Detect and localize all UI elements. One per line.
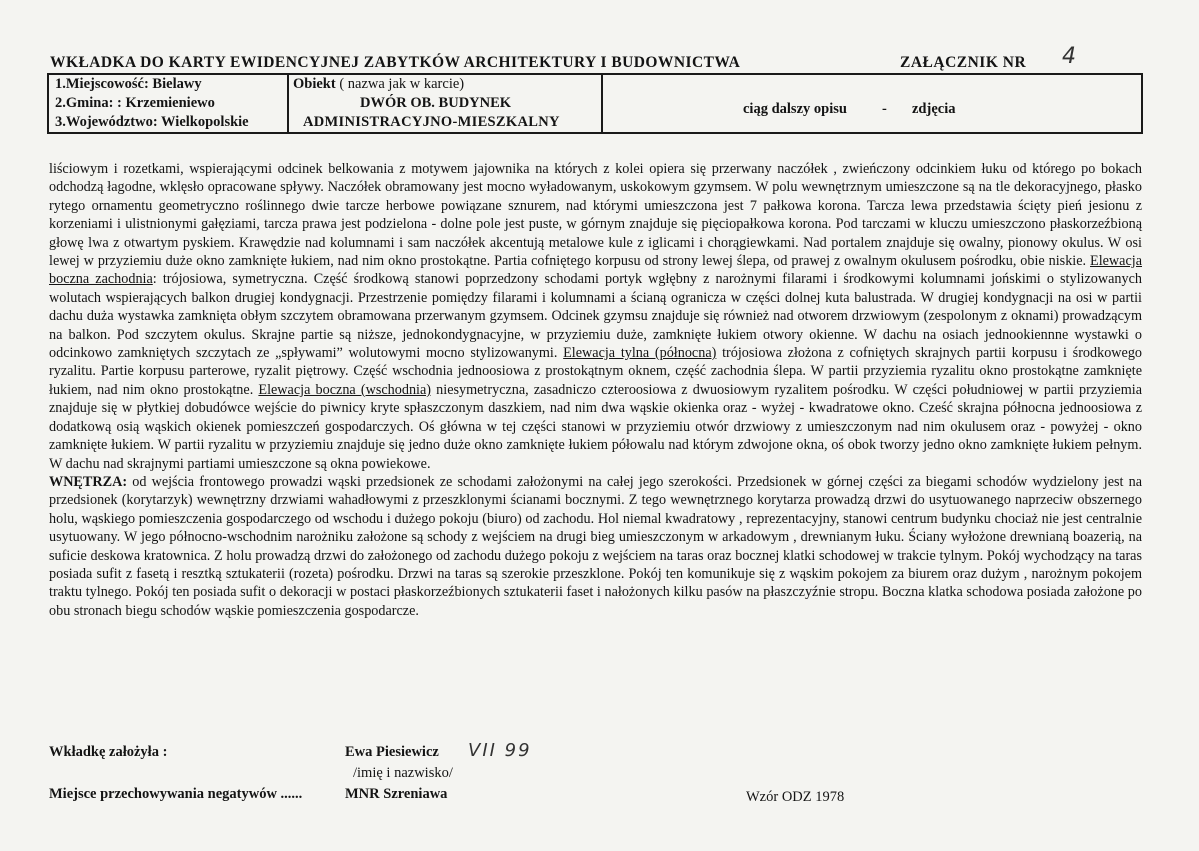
card-title: WKŁADKA DO KARTY EWIDENCYJNEJ ZABYTKÓW ARCHITEKTURY I BUDOWNICTWA	[50, 54, 741, 71]
continuation-desc: ciąg dalszy opisu	[743, 101, 847, 117]
annex-number: 4	[1062, 44, 1076, 69]
annex-label: ZAŁĄCZNIK NR	[900, 54, 1027, 71]
name-caption: /imię i nazwisko/	[353, 765, 453, 781]
author-date: VII 99	[468, 740, 532, 761]
heading-side-east: Elewacja boczna (wschodnia)	[258, 381, 431, 398]
interior-heading: WNĘTRZA:	[49, 473, 128, 490]
table-top-border	[47, 73, 1143, 75]
description-part-d: niesymetryczna, zasadniczo czteroosiowa z dwuosiowym ryzalitem pośrodku. W części południowej w partii przyziemia znajduje się w płytkiej dobudówce wejście do piwnicy kryte spłaszczonym daszkiem, nad nim dwa wąskie okienka oraz - wyżej - kwadratowe okno. Cześć skrajna północna jednoosiowa z dodatkową osią wąskich okienek pomieszczeń gospodarczych. Oś główna w tej części stanowi w przyziemiu otwór drzwiowy z umieszczonym nad nim okulusem oraz - powyżej - okno zamknięte łukiem. W partii ryzalitu w przyziemiu znajduje się jedno duże okno zamknięte łukiem półowalu nad którym zdwojone okna, oś obok tworzy jedno okno zamknięte łukiem pełnym. W dachu nad skrajnymi partiami umieszczone są okna powiekowe.	[49, 381, 1142, 472]
description-part-c: trójosiowa złożona z cofniętych skrajnych partii korpusu i środkowego ryzalitu. Partie korpusu parterowe, ryzalit piętrowy. Część wschodnia jednoosiowa z prostokątnym oknem, część zachodnia ślepa. W partii przyziemia ryzalitu okno prostokątne zamknięte łukiem, nad nim okno prostokątne.	[49, 345, 1143, 398]
interior-paragraph	[49, 473, 1142, 620]
table-divider-1	[287, 73, 289, 134]
object-label-line	[293, 76, 464, 93]
description-body	[49, 160, 1142, 620]
description-part-b: : trójosiowa, symetryczna. Część środkową stanowi poprzedzony schodami portyk wgłębny z narożnymi filarami i środkowymi kolumnami jońskimi o stylizowanych wolutach wspierających balkon drugiej kondygnacji. Przestrzenie pomiędzy filarami i kolumnami a ścianą ogranicza w części dolnej kuta balustrada. W drugiej kondygnacji na osi w partii dachu duża wystawka zamknięta obłym szczytem obramowana przerwanym gzymsem. Odcinek gzymsu znajduje się również nad otworem drzwiowym (zespolonym z oknami) prowadzącym na balkon. Pod szczytem okulus. Skrajne partie są niższe, jednokondygnacyjne, w przyziemiu duże, zamknięte łukiem otwory okienne. W dachu na osiach jednookiennne wystawki o odcinkowo zamkniętych szczytach ze „spływami” wolutowymi mocno stylizowanymi.	[49, 271, 1142, 362]
location-place: 1.Miejscowość: Bielawy	[55, 76, 202, 92]
heading-side-west: Elewacja boczna zachodnia	[49, 253, 1143, 288]
negatives-storage-label: Miejsce przechowywania negatywów ......	[49, 786, 303, 802]
table-bottom-border	[47, 132, 1143, 134]
author-name: Ewa Piesiewicz	[345, 744, 439, 760]
heading-rear-north: Elewacja tylna (północna)	[563, 345, 717, 362]
form-pattern: Wzór ODZ 1978	[746, 789, 845, 805]
description-part-a: liściowym i rozetkami, wspierającymi odcinek belkowania z motywem jajownika na których z kolei opiera się przerwany naczółek , zwieńczony odcinkiem łuku od którego po bokach odchodzą łagodne, wklęsło opracowane spływy. Naczółek obramowany jest mocno wyładowanym, uskokowym gzymsem. W polu wewnętrznym umieszczone są na tle dekoracyjnego, płasko rytego ornamentu geometryczno roślinnego dwie tarcze herbowe powiązane sznurem, nad którymi umieszczona jest 7 pałkowa korona. Tarcza lewa przedstawia ścięty pień jesionu z korzeniami i ulistnionymi gałęziami, tarcza prawa jest podzielona - dolne pole jest puste, w górnym znajduje się pięciopałkowa korona. Pod tarczami w kluczu umieszczono płaskorzeźbioną głowę lwa z otwartym pyskiem. Krawędzie nad kolumnami i sam naczółek akcentują metalowe kule z iglicami i chorągiewkami. Nad portalem znajduje się owalny, pionowy okulus. W osi lewej w przyziemiu duże okno zamknięte łukiem, nad nim okno prostokątne. Partia cofniętego korpusu od strony lewej ślepa, od prawej z owalnym okulusem pośrodku, obie niskie.	[49, 161, 1142, 270]
object-label-note: ( nazwa jak w karcie)	[339, 76, 465, 92]
object-name-line-2: ADMINISTRACYJNO-MIESZKALNY	[303, 114, 560, 130]
created-by-label: Wkładkę założyła :	[49, 744, 168, 760]
location-voivodeship: 3.Województwo: Wielkopolskie	[55, 114, 249, 130]
table-divider-2	[601, 73, 603, 134]
table-right-border	[1141, 73, 1143, 134]
object-name-line-1: DWÓR OB. BUDYNEK	[360, 95, 512, 111]
interior-text: od wejścia frontowego prowadzi wąski przedsionek ze schodami założonymi na całej jego szerokości. Przedsionek w górnej części za biegami schodów wydzielony jest na przedsionek (korytarzyk) wewnętrzny drzwiami wahadłowymi z przeszklonymi ścianami bocznymi. Z tego wewnętrznego korytarza prowadzą drzwi do usytuowanego naprzeciw obszernego holu, wąskiego pomieszczenia gospodarczego od wschodu i dużego pokoju (biuro) od zachodu. Hol niemal kwadratowy , reprezentacyjny, stanowi centrum budynku chociaż nie jest centralnie usytuowany. W jego północno-wschodnim narożniku założone są schody z wejściem na drugi bieg umieszczonym w arkadowym , drewnianym łuku. Ściany wyłożone drewnianą boazerią, na suficie deskowa kratownica. Z holu prowadzą drzwi do założonego od zachodu dużego pokoju z wejściem na taras oraz bocznej klatki schodowej w trakcie tylnym. Pokój wychodzący na taras posiada sufit z fasetą i resztką sztukaterii (rozeta) pośrodku. Drzwi na taras są szerokie przeszklone. Pokój ten komunikuje się z wąskim pokojem za biurem oraz dużym , narożnym pokojem traktu tylnego. Pokój ten posiada sufit o dekoracji w postaci płaskorzeźbionych sztukaterii faset i nałożonych kilku pasów na płaszczyźnie stropu. Boczna klatka schodowa posiada założone po obu stronach biegu schodów wąskie pomieszczenia gospodarcze.	[49, 473, 1143, 619]
object-label: Obiekt	[293, 76, 336, 92]
description-paragraph	[49, 160, 1142, 473]
continuation-dash: -	[882, 101, 887, 117]
continuation-photos: zdjęcia	[912, 101, 956, 117]
location-commune: 2.Gmina: : Krzemieniewo	[55, 95, 215, 111]
negatives-storage-value: MNR Szreniawa	[345, 786, 448, 802]
table-left-border	[47, 73, 49, 134]
